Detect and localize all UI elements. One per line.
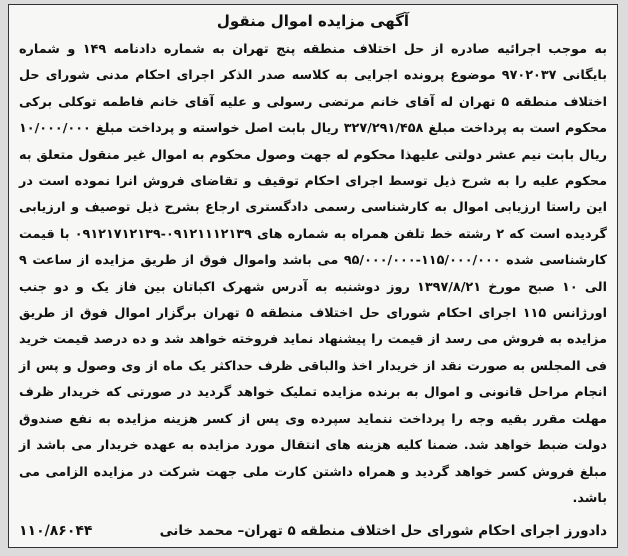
auction-notice bbox=[8, 4, 618, 548]
notice-signature: دادورز اجرای احکام شورای حل اختلاف منطقه ۵ تهران– محمد خانی bbox=[159, 523, 607, 539]
notice-footer bbox=[19, 521, 607, 541]
notice-body: به موجب اجرائیه صادره از حل اختلاف منطقه پنج تهران به شماره دادنامه ۱۴۹ و شماره بایگانی ۹۷۰۲۰۳۷ موضوع پرونده اجرایی به کلاسه صدر الذکر اجرای احکام مدنی شورای حل اختلاف منطقه ۵ تهران له آقای خانم مرتضی رسولی و علیه آقای خانم فاطمه توکلی برکی محکوم است به پرداخت مبلغ ۳۲۷/۲۹۱/۴۵۸ ریال بابت اصل خواسته و پرداخت مبلغ ۱۰/۰۰۰/۰۰۰ ریال بابت نیم عشر دولتی علیهذا محکوم له جهت وصول محکوم به اموال غیر منقول متعلق به محکوم علیه را به شرح ذیل توسط اجرای احکام توقیف و تقاضای فروش انرا نموده است در این راستا ارزیابی اموال به کارشناسی رسمی دادگستری ارجاع بشرح ذیل توصیف و ارزیابی گردیده است که ۲ رشته خط تلفن همراه به شماره های ۰۹۱۲۱۱۱۲۱۳۹-۰۹۱۲۱۷۱۲۱۳۹ با قیمت کارشناسی شده ۱۱۵/۰۰۰/۰۰۰-۹۵/۰۰۰/۰۰۰ می باشد واموال فوق از طریق مزایده از ساعت ۹ الی ۱۰ صبح مورخ ۱۳۹۷/۸/۲۱ روز دوشنبه به آدرس شهرک اکباتان بین فاز یک و دو جنب اورژانس ۱۱۵ اجرای احکام شورای حل اختلاف منطقه ۵ تهران برگزار اموال فوق از طریق مزایده به فروش می رسد از قیمت را پیشنهاد نماید فروخته خواهد شد و ده درصد قیمت خرید فی المجلس به صورت نقد از خریدار اخذ والباقی ظرف حداکثر یک ماه از وی وصول و پس از انجام مراحل قانونی و اموال به برنده مزایده تملیک خواهد گردید در صورتی که خریدار ظرف مهلت مقرر بقیه وجه را پرداخت ننماید سپرده وی پس از کسر هزینه مزایده به نفع صندوق دولت ضبط خواهد شد. ضمنا کلیه هزینه های انتقال مورد مزایده به عهده خریدار می باشد از مبلغ فروش کسر خواهد گردید و همراه داشتن کارت ملی جهت شرکت در مزایده الزامی می باشد. bbox=[19, 42, 608, 506]
notice-title: آگهی مزایده اموال منقول bbox=[216, 12, 410, 30]
notice-code: ۱۱۰/۸۶۰۴۴ bbox=[19, 523, 93, 539]
